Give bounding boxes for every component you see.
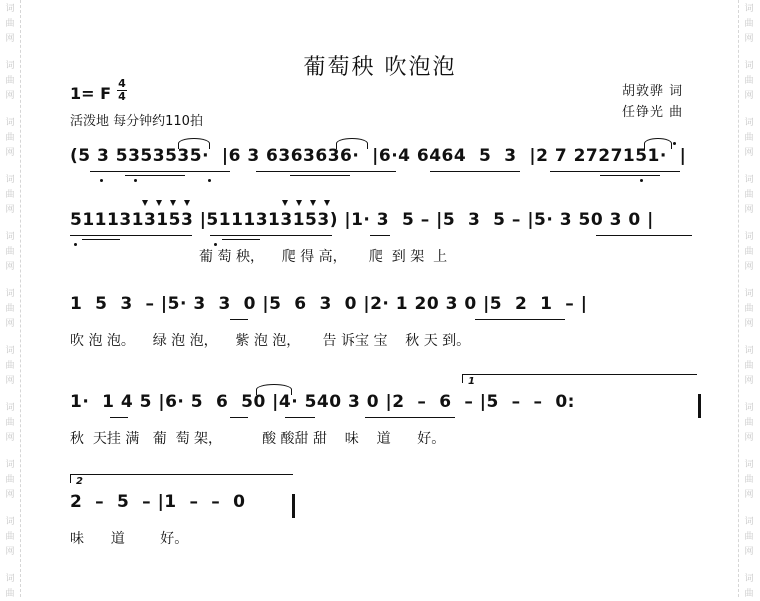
octave-dot <box>673 142 676 145</box>
score-line-3 <box>70 294 702 360</box>
watermark-char: 曲 <box>744 418 754 428</box>
beam <box>285 417 315 418</box>
beam <box>70 235 192 236</box>
lyrics-row: 秋 天挂 满 葡 萄 架， 酸 酸甜 甜 味 道 好。 <box>70 431 446 447</box>
octave-dot <box>214 243 217 246</box>
watermark-char: 词 <box>5 61 15 71</box>
watermark-char: 词 <box>5 4 15 14</box>
octave-dot <box>134 179 137 182</box>
watermark-char: 词 <box>744 118 754 128</box>
right-margin-divider <box>738 0 739 597</box>
score-line-2 <box>70 210 702 276</box>
beam <box>600 175 660 176</box>
beam <box>230 319 248 320</box>
watermark-char: 网 <box>744 262 754 272</box>
slur <box>178 138 210 149</box>
time-signature-bottom: 4 <box>118 90 126 103</box>
notation-row: 5111313153 |5111313153) |1· 3 5 – |5 3 5 – |5· 3 50 3 0 | <box>70 210 654 230</box>
octave-dot <box>640 179 643 182</box>
watermark-char: 词 <box>5 517 15 527</box>
beam <box>430 171 520 172</box>
accent-mark <box>310 200 316 206</box>
accent-mark <box>142 200 148 206</box>
watermark-char: 曲 <box>744 133 754 143</box>
watermark-char: 网 <box>5 205 15 215</box>
watermark-char: 曲 <box>5 76 15 86</box>
slur <box>336 138 368 149</box>
watermark-char: 网 <box>5 319 15 329</box>
watermark-char: 词 <box>5 403 15 413</box>
tempo-marking: 活泼地 每分钟约110拍 <box>70 114 203 129</box>
watermark-char: 词 <box>5 175 15 185</box>
score-line-1 <box>70 146 702 212</box>
beam <box>230 417 248 418</box>
watermark-char: 网 <box>744 148 754 158</box>
watermark-char: 曲 <box>5 133 15 143</box>
watermark-char: 曲 <box>744 190 754 200</box>
lyrics-row <box>70 182 702 204</box>
watermark-char: 词 <box>744 346 754 356</box>
watermark-char: 网 <box>5 91 15 101</box>
beam <box>82 239 120 240</box>
watermark-char: 曲 <box>744 361 754 371</box>
watermark-char: 曲 <box>744 475 754 485</box>
watermark-char: 曲 <box>5 190 15 200</box>
notation-row: 1 5 3 – |5· 3 3 0 |5 6 3 0 |2· 1 20 3 0 |5 2 1 – | <box>70 294 588 314</box>
watermark-char: 曲 <box>5 475 15 485</box>
beam <box>210 235 332 236</box>
first-ending-bracket <box>462 374 697 383</box>
watermark-char: 网 <box>744 34 754 44</box>
beam <box>110 417 128 418</box>
watermark-char: 词 <box>744 61 754 71</box>
watermark-char: 曲 <box>744 19 754 29</box>
composer-credit: 任铮光 曲 <box>622 105 684 120</box>
left-margin-divider <box>20 0 21 597</box>
watermark-char: 网 <box>5 490 15 500</box>
watermark-char: 词 <box>744 289 754 299</box>
watermark-char: 词 <box>5 574 15 584</box>
watermark-char: 词 <box>744 460 754 470</box>
watermark-char: 词 <box>744 232 754 242</box>
slur <box>644 138 672 149</box>
notation-row: (5 3 5353535· |6 3 6363636· |6·4 6464 5 3 |2 7 2727151· | <box>70 146 687 166</box>
watermark-char: 网 <box>5 547 15 557</box>
accent-mark <box>324 200 330 206</box>
repeat-barline <box>698 394 701 418</box>
watermark-char: 网 <box>5 34 15 44</box>
score-line-4 <box>70 376 702 458</box>
watermark-char: 词 <box>744 175 754 185</box>
watermark-char: 曲 <box>5 418 15 428</box>
watermark-char: 网 <box>744 490 754 500</box>
beam <box>125 175 185 176</box>
watermark-char: 词 <box>744 574 754 584</box>
watermark-char: 词 <box>744 4 754 14</box>
beam <box>596 235 692 236</box>
watermark-char: 网 <box>744 547 754 557</box>
watermark-char: 网 <box>744 205 754 215</box>
slur <box>256 384 292 395</box>
watermark-char: 曲 <box>744 304 754 314</box>
watermark-char: 词 <box>744 517 754 527</box>
watermark-char: 词 <box>5 289 15 299</box>
beam <box>90 171 230 172</box>
watermark-char: 曲 <box>5 19 15 29</box>
watermark-char: 网 <box>744 319 754 329</box>
watermark-char: 曲 <box>744 247 754 257</box>
watermark-char: 曲 <box>744 76 754 86</box>
octave-dot <box>208 179 211 182</box>
beam <box>475 319 565 320</box>
accent-mark <box>296 200 302 206</box>
watermark-char: 网 <box>5 433 15 443</box>
notation-row: 1· 1 4 5 |6· 5 6 50 |4· 540 3 0 |2 – 6 – |5 – – 0: <box>70 392 575 412</box>
octave-dot <box>100 179 103 182</box>
watermark-char: 曲 <box>744 532 754 542</box>
final-barline <box>292 494 295 518</box>
watermark-char: 曲 <box>5 589 15 599</box>
watermark-char: 网 <box>5 148 15 158</box>
lyrics-row: 味 道 好。 <box>70 531 189 547</box>
time-signature <box>117 78 127 103</box>
watermark-char: 曲 <box>744 589 754 599</box>
notation-row: 2 – 5 – |1 – – 0 <box>70 492 246 512</box>
time-signature-top: 4 <box>118 77 126 90</box>
score-line-5 <box>70 476 702 558</box>
beam <box>256 171 396 172</box>
lyrics-row: 葡 萄 秧， 爬 得 高， 爬 到 架 上 <box>70 249 448 265</box>
watermark-char: 词 <box>5 346 15 356</box>
lyricist-credit: 胡敦骅 词 <box>622 84 684 99</box>
accent-mark <box>170 200 176 206</box>
beam <box>222 239 260 240</box>
watermark-char: 曲 <box>5 361 15 371</box>
second-ending-bracket <box>70 474 293 483</box>
first-ending-number: 1 <box>468 376 475 387</box>
second-ending-number: 2 <box>76 476 83 487</box>
octave-dot <box>74 243 77 246</box>
watermark-char: 网 <box>5 376 15 386</box>
watermark-char: 曲 <box>5 304 15 314</box>
beam <box>370 235 390 236</box>
accent-mark <box>282 200 288 206</box>
song-title: 葡萄秧 吹泡泡 <box>303 55 457 80</box>
watermark-char: 网 <box>744 91 754 101</box>
watermark-char: 网 <box>744 376 754 386</box>
watermark-char: 词 <box>744 403 754 413</box>
accent-mark <box>156 200 162 206</box>
watermark-char: 词 <box>5 118 15 128</box>
beam <box>365 417 455 418</box>
beam <box>550 171 680 172</box>
lyrics-row: 吹 泡 泡。 绿 泡 泡， 紫 泡 泡， 告 诉宝 宝 秋 天 到。 <box>70 333 471 349</box>
beam <box>290 175 350 176</box>
watermark-char: 词 <box>5 232 15 242</box>
watermark-char: 曲 <box>5 532 15 542</box>
watermark-char: 网 <box>5 262 15 272</box>
watermark-char: 曲 <box>5 247 15 257</box>
accent-mark <box>184 200 190 206</box>
watermark-char: 词 <box>5 460 15 470</box>
key-signature: 1= F <box>70 84 112 103</box>
watermark-char: 网 <box>744 433 754 443</box>
